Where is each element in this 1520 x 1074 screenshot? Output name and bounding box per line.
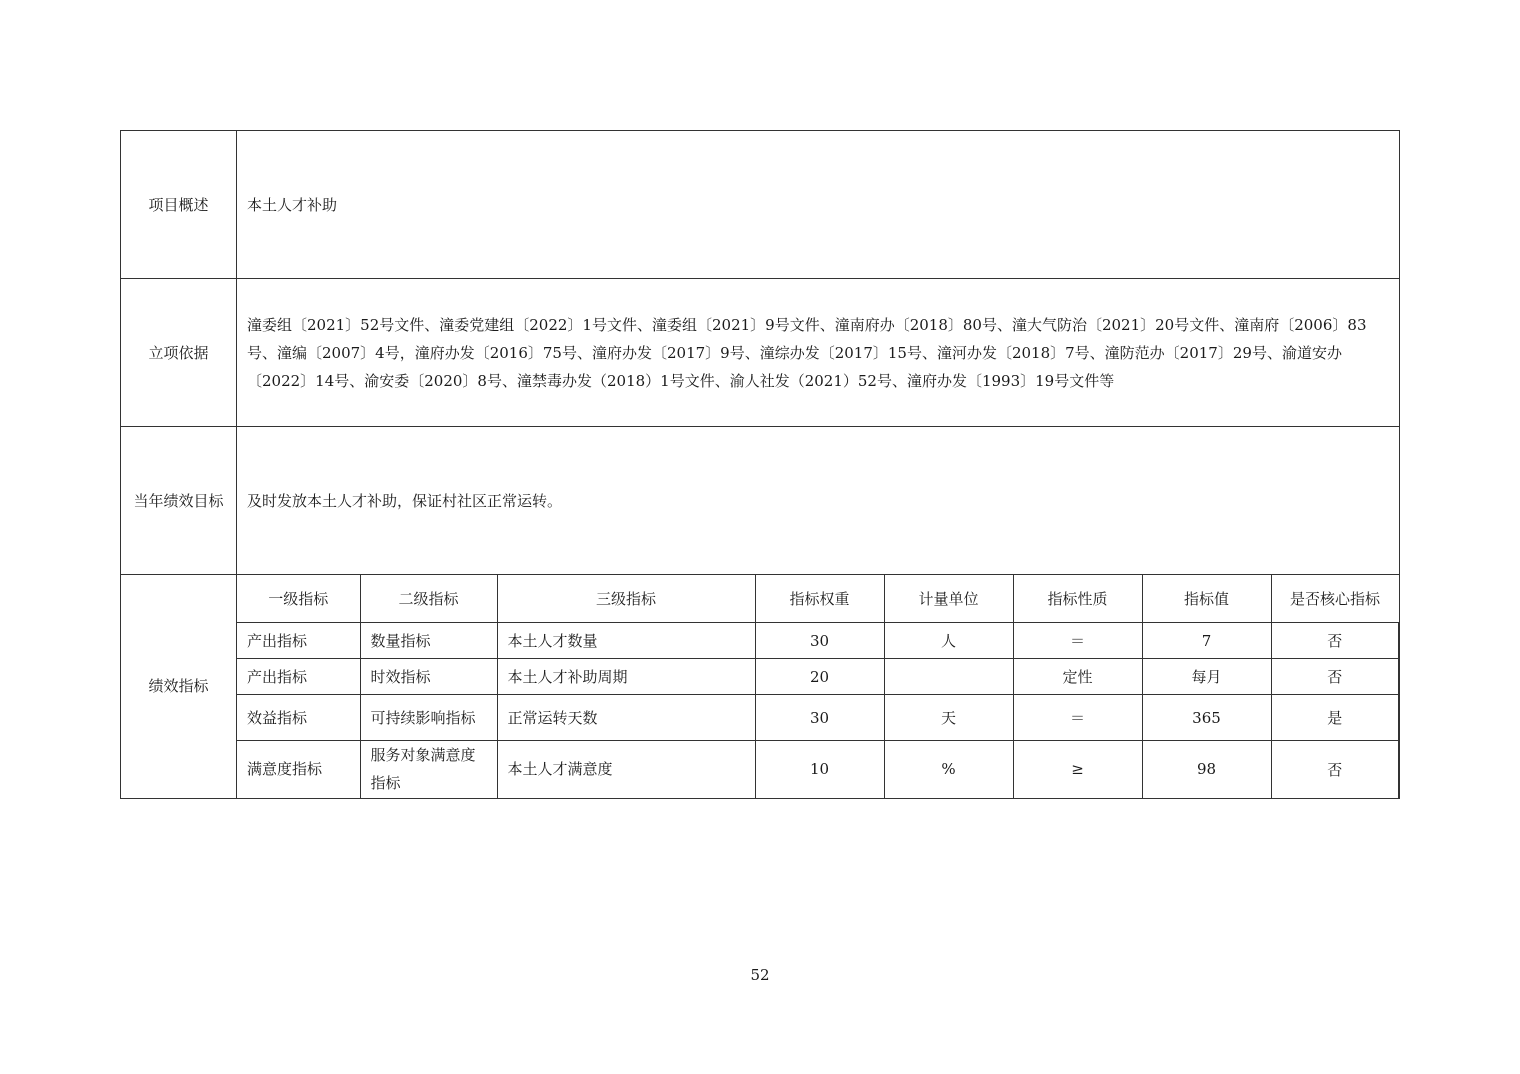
table-row [237, 623, 1399, 659]
overview-content: 本土人才补助 [237, 131, 1400, 279]
header-unit: 计量单位 [884, 575, 1013, 623]
cell-level1: 效益指标 [237, 695, 360, 741]
cell-weight: 10 [755, 741, 884, 798]
overview-row [121, 131, 1400, 279]
header-core: 是否核心指标 [1271, 575, 1399, 623]
table-row [237, 659, 1399, 695]
basis-row [121, 279, 1400, 427]
cell-level3: 本土人才数量 [497, 623, 755, 659]
cell-level3: 本土人才补助周期 [497, 659, 755, 695]
cell-unit: 天 [884, 695, 1013, 741]
header-level2: 二级指标 [360, 575, 497, 623]
goal-row [121, 427, 1400, 575]
cell-nature: ＝ [1013, 623, 1142, 659]
table-row [237, 695, 1399, 741]
cell-level1: 满意度指标 [237, 741, 360, 798]
cell-core: 否 [1271, 623, 1399, 659]
table-row [237, 741, 1399, 798]
cell-value: 每月 [1142, 659, 1271, 695]
cell-weight: 20 [755, 659, 884, 695]
cell-core: 否 [1271, 741, 1399, 798]
cell-level2: 时效指标 [360, 659, 497, 695]
metrics-row [121, 575, 1400, 799]
page-number: 52 [750, 966, 770, 984]
metrics-header-row [237, 575, 1399, 623]
cell-weight: 30 [755, 623, 884, 659]
cell-unit [884, 659, 1013, 695]
cell-nature: ＝ [1013, 695, 1142, 741]
cell-level2: 可持续影响指标 [360, 695, 497, 741]
metrics-cell [237, 575, 1400, 799]
cell-value: 7 [1142, 623, 1271, 659]
metrics-table [237, 575, 1399, 798]
cell-value: 365 [1142, 695, 1271, 741]
cell-nature: 定性 [1013, 659, 1142, 695]
goal-content: 及时发放本土人才补助，保证村社区正常运转。 [237, 427, 1400, 575]
cell-level1: 产出指标 [237, 659, 360, 695]
header-level1: 一级指标 [237, 575, 360, 623]
goal-label: 当年绩效目标 [121, 427, 237, 575]
cell-unit: % [884, 741, 1013, 798]
cell-level2: 服务对象满意度指标 [360, 741, 497, 798]
cell-level3: 本土人才满意度 [497, 741, 755, 798]
cell-level3: 正常运转天数 [497, 695, 755, 741]
basis-content: 潼委组〔2021〕52号文件、潼委党建组〔2022〕1号文件、潼委组〔2021〕9号文件、潼南府办〔2018〕80号、潼大气防治〔2021〕20号文件、潼南府〔2006〕83号、潼编〔2007〕4号，潼府办发〔2016〕75号、潼府办发〔2017〕9号、潼综办发〔2017〕15号、潼河办发〔2018〕7号、潼防范办〔2017〕29号、渝道安办〔2022〕14号、渝安委〔2020〕8号、潼禁毒办发（2018）1号文件、渝人社发（2021）52号、潼府办发〔1993〕19号文件等 [237, 279, 1400, 427]
header-value: 指标值 [1142, 575, 1271, 623]
cell-level1: 产出指标 [237, 623, 360, 659]
metrics-label: 绩效指标 [121, 575, 237, 799]
cell-nature: ≥ [1013, 741, 1142, 798]
project-table [120, 130, 1400, 799]
header-weight: 指标权重 [755, 575, 884, 623]
cell-level2: 数量指标 [360, 623, 497, 659]
cell-core: 是 [1271, 695, 1399, 741]
cell-unit: 人 [884, 623, 1013, 659]
cell-weight: 30 [755, 695, 884, 741]
overview-label: 项目概述 [121, 131, 237, 279]
cell-core: 否 [1271, 659, 1399, 695]
basis-label: 立项依据 [121, 279, 237, 427]
header-nature: 指标性质 [1013, 575, 1142, 623]
cell-value: 98 [1142, 741, 1271, 798]
header-level3: 三级指标 [497, 575, 755, 623]
